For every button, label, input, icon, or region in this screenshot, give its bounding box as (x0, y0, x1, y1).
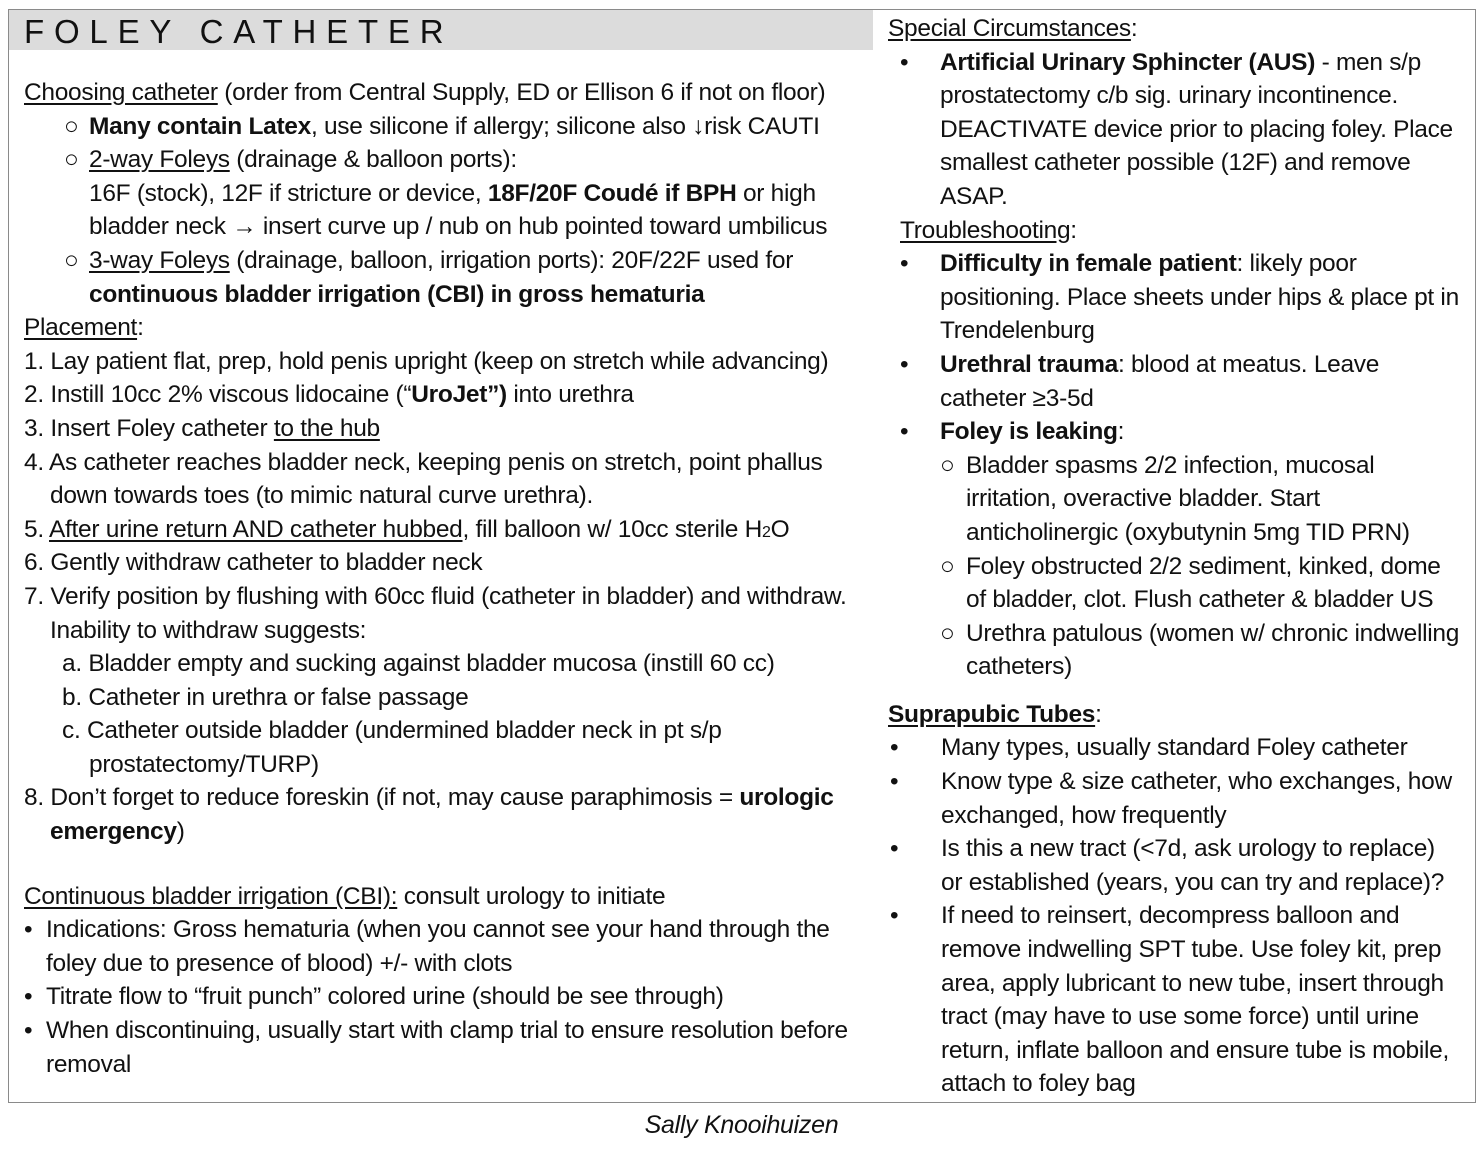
placement-step-7c-cont: prostatectomy/TURP) (89, 750, 319, 778)
special-heading-line: Special Circumstances: (888, 15, 1138, 42)
hollow-bullet-icon: ○ (64, 246, 79, 274)
choosing-item-3way: ○ 3-way Foleys (drainage, balloon, irrigation ports): 20F/22F used for (24, 244, 870, 278)
spt-item-tract: • Is this a new tract (<7d, ask urology to replace) (888, 832, 1474, 866)
hollow-bullet-icon: ○ (64, 146, 79, 174)
hollow-bullet-icon: ○ (940, 552, 955, 580)
placement-step-1: 1. Lay patient flat, prep, hold penis upright (keep on stretch while advancing) (24, 347, 829, 375)
leak-sub-spasms: ○ Bladder spasms 2/2 infection, mucosal (888, 449, 1474, 483)
bullet-icon: • (24, 983, 33, 1011)
cbi-item-discontinue: • When discontinuing, usually start with clamp trial to ensure resolution before (24, 1014, 870, 1048)
placement-step-7: 7. Verify position by flushing with 60cc fluid (catheter in bladder) and withdraw. (24, 582, 847, 610)
trouble-item-trauma: • Urethral trauma: blood at meatus. Leave (888, 348, 1474, 382)
choosing-2way-detail-cont: bladder neck → insert curve up / nub on hub pointed toward umbilicus (89, 213, 828, 241)
choosing-heading-line: Choosing catheter (order from Central Supply, ED or Ellison 6 if not on floor) (24, 79, 826, 106)
trouble-heading: Troubleshooting (900, 216, 1071, 244)
trouble-item-leaking: • Foley is leaking: (888, 415, 1474, 449)
trouble-item-female: • Difficulty in female patient: likely poor (888, 247, 1474, 281)
placement-step-4-cont: down towards toes (to mimic natural curve urethra). (50, 482, 593, 510)
left-column (24, 76, 870, 1081)
bullet-icon: • (24, 916, 33, 944)
spt-item-know: • Know type & size catheter, who exchanges, how (888, 765, 1474, 799)
placement-step-8-cont: emergency) (50, 818, 185, 846)
placement-step-7c: c. Catheter outside bladder (undermined bladder neck in pt s/p (62, 717, 722, 745)
bullet-icon: • (24, 1017, 33, 1045)
placement-heading-line: Placement: (24, 314, 144, 342)
choosing-item-2way: ○ 2-way Foleys (drainage & balloon ports): (24, 143, 870, 177)
spt-item-reinsert-line-4: tract (may have to use some force) until urine (941, 1003, 1419, 1031)
hollow-bullet-icon: ○ (940, 451, 955, 479)
cbi-item-indications: • Indications: Gross hematuria (when you cannot see your hand through the (24, 913, 870, 947)
placement-step-6: 6. Gently withdraw catheter to bladder neck (24, 549, 483, 577)
cbi-item-titrate: • Titrate flow to “fruit punch” colored urine (should be see through) (24, 980, 870, 1014)
spt-item-know-cont: exchanged, how frequently (941, 801, 1227, 829)
trouble-trauma-line-2: catheter ≥3-5d (940, 384, 1094, 412)
placement-heading: Placement (24, 314, 138, 342)
spt-item-reinsert-line-3: area, apply lubricant to new tube, insert through (941, 969, 1444, 997)
trouble-heading-line: Troubleshooting: (900, 216, 1077, 244)
placement-step-8: 8. Don’t forget to reduce foreskin (if not, may cause paraphimosis = urologic (24, 784, 834, 812)
leak-sub-obstructed-line-2: of bladder, clot. Flush catheter & bladder US (966, 586, 1434, 614)
choosing-2way-detail: 16F (stock), 12F if stricture or device, 18F/20F Coudé if BPH or high (89, 179, 816, 207)
right-column (888, 12, 1474, 1101)
page-title: FOLEY CATHETER (24, 13, 454, 50)
leak-sub-patulous: ○ Urethra patulous (women w/ chronic indwelling (888, 617, 1474, 651)
hollow-bullet-icon: ○ (64, 112, 79, 140)
spt-item-reinsert-line-5: return, inflate balloon and ensure tube is mobile, (941, 1036, 1449, 1064)
choosing-heading: Choosing catheter (24, 79, 218, 106)
placement-step-7b: b. Catheter in urethra or false passage (62, 683, 469, 711)
special-heading: Special Circumstances (888, 15, 1131, 42)
placement-step-4: 4. As catheter reaches bladder neck, keeping penis on stretch, point phallus (24, 448, 823, 476)
spt-item-tract-cont: or established (years, you can try and replace)? (941, 868, 1445, 896)
placement-step-3: 3. Insert Foley catheter to the hub (24, 414, 380, 442)
spt-heading-line: Suprapubic Tubes: (888, 700, 1102, 728)
bullet-icon: • (900, 418, 909, 446)
spt-item-reinsert-line-2: remove indwelling SPT tube. Use foley kit, prep (941, 936, 1442, 964)
bullet-icon: • (890, 768, 899, 796)
leak-sub-spasms-line-3: anticholinergic (oxybutynin 5mg TID PRN) (966, 518, 1410, 546)
leak-sub-patulous-line-2: catheters) (966, 653, 1072, 681)
choosing-3way-detail: continuous bladder irrigation (CBI) in gross hematuria (89, 280, 705, 308)
cbi-item-indications-cont: foley due to presence of blood) +/- with clots (46, 949, 513, 977)
spt-item-reinsert-line-6: attach to foley bag (941, 1070, 1136, 1098)
bullet-icon: • (900, 48, 909, 76)
bullet-icon: • (890, 835, 899, 863)
bullet-icon: • (890, 902, 899, 930)
bullet-icon: • (890, 734, 899, 762)
bullet-icon: • (900, 250, 909, 278)
cbi-heading-line: Continuous bladder irrigation (CBI): consult urology to initiate (24, 882, 666, 910)
cbi-heading: Continuous bladder irrigation (CBI): (24, 882, 398, 910)
placement-step-5: 5. After urine return AND catheter hubbed, fill balloon w/ 10cc sterile H2O (24, 515, 790, 543)
spt-item-reinsert: • If need to reinsert, decompress balloon and (888, 899, 1474, 933)
placement-step-2: 2. Instill 10cc 2% viscous lidocaine (“UroJet”) into urethra (24, 381, 634, 409)
leak-sub-spasms-line-2: irritation, overactive bladder. Start (966, 485, 1320, 513)
special-aus-line-5: ASAP. (940, 182, 1008, 210)
placement-step-7-cont: Inability to withdraw suggests: (50, 616, 367, 644)
special-item-aus: • Artificial Urinary Sphincter (AUS) - men s/p (888, 46, 1474, 80)
placement-step-7a: a. Bladder empty and sucking against bladder mucosa (instill 60 cc) (62, 650, 775, 678)
special-aus-line-3: DEACTIVATE device prior to placing foley. Place (940, 115, 1453, 143)
bullet-icon: • (900, 350, 909, 378)
hollow-bullet-icon: ○ (940, 619, 955, 647)
special-aus-line-4: smallest catheter possible (12F) and remove (940, 149, 1411, 177)
trouble-female-line-3: Trendelenburg (940, 317, 1095, 345)
spt-heading: Suprapubic Tubes (888, 700, 1096, 728)
cbi-item-discontinue-cont: removal (46, 1050, 132, 1078)
special-aus-line-2: prostatectomy c/b sig. urinary incontinence. (940, 82, 1398, 110)
choosing-item-latex: ○ Many contain Latex, use silicone if allergy; silicone also ↓risk CAUTI (24, 110, 870, 144)
trouble-female-line-2: positioning. Place sheets under hips & place pt in (940, 283, 1459, 311)
author-credit: Sally Knooihuizen (644, 1111, 839, 1139)
spt-item-types: • Many types, usually standard Foley catheter (888, 731, 1474, 765)
leak-sub-obstructed: ○ Foley obstructed 2/2 sediment, kinked, dome (888, 550, 1474, 584)
